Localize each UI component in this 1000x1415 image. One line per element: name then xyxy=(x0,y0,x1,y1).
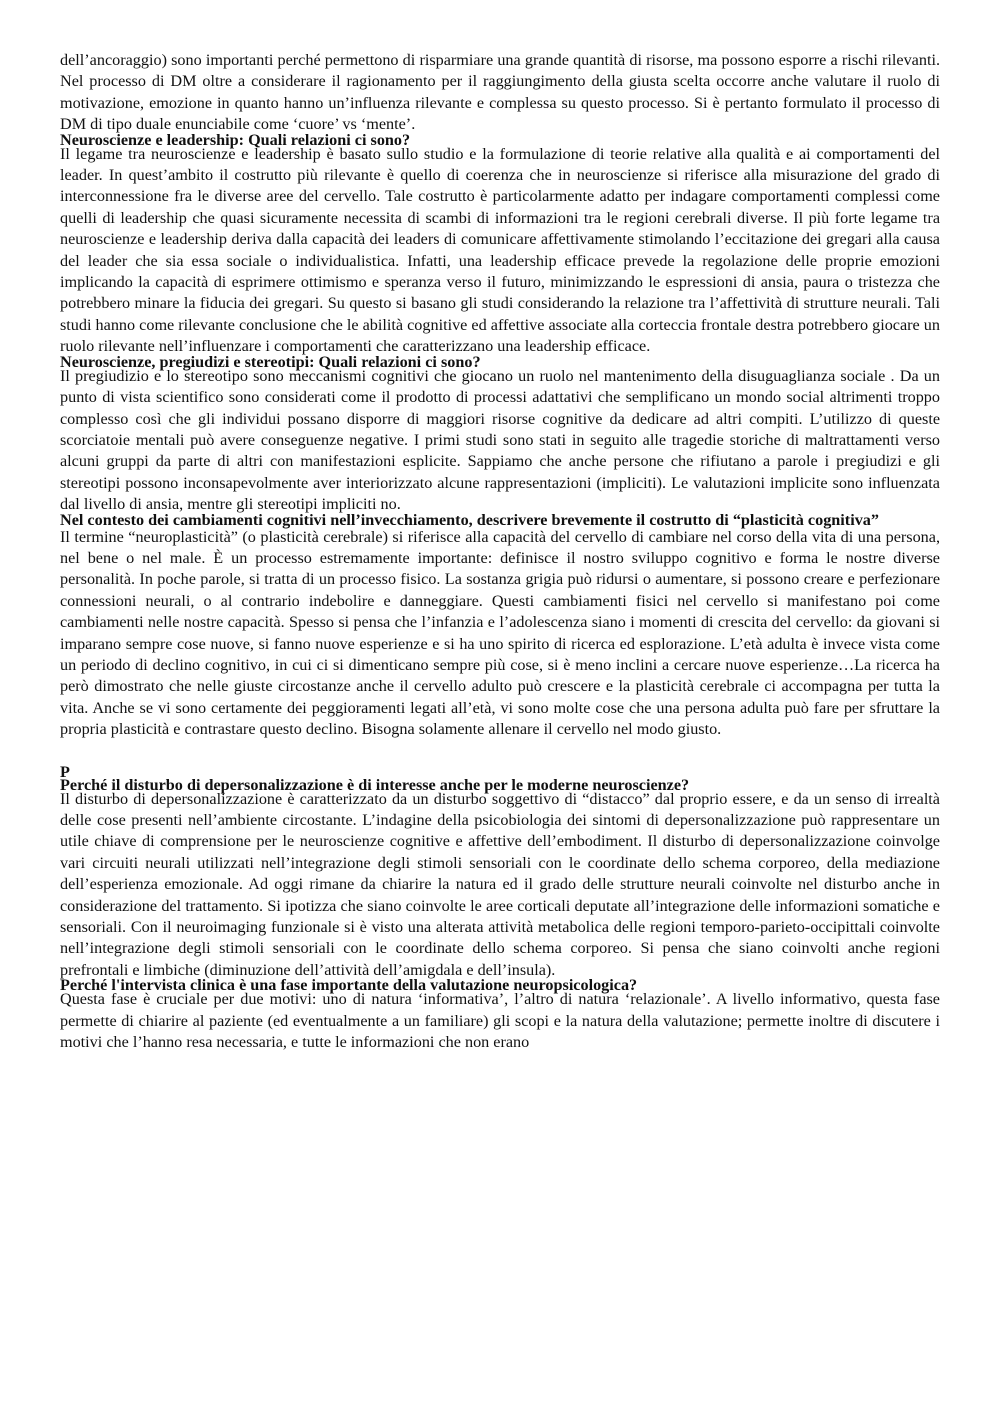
document-page xyxy=(60,50,940,1053)
section-spacer xyxy=(60,741,940,763)
heading-clinical-interview: Perché l'intervista clinica è una fase importante della valutazione neuropsicologica? xyxy=(60,976,638,995)
paragraph-depersonalization: Il disturbo di depersonalizzazione è caratterizzato da un disturbo soggettivo di “distacco” dal proprio essere, e da un senso di irrealtà delle cose presenti nell’ambiente circostante. L’indagine della psicobiologia dei sintomi di depersonalizzazione può rappresentare un utile chiave di comprensione per le neuroscienze cognitive e affettive dell’embodiment. Il disturbo di depersonalizzazione coinvolge vari circuiti neurali utilizzati nell’integrazione degli stimoli sensoriali con le coordinate dello schema corporeo, della mediazione dell’esperienza emozionale. Ad oggi rimane da chiarire la natura ed il grado delle strutture neurali coinvolte nel disturbo anche in considerazione del trattamento. Si ipotizza che siano coinvolte le aree corticali deputate all’integrazione delle informazioni somatiche e sensoriali. Con il neuroimaging funzionale si è visto una alterata attività metabolica delle regioni temporo-parieto-occipittali coinvolte nell’integrazione degli stimoli sensoriali con le coordinate dello schema corporeo. Si pensa che siano coinvolti anche regioni prefrontali e limbiche (diminuzione dell’attività dell’amigdala e dell’insula). xyxy=(60,789,940,979)
heading-stereotypes: Neuroscienze, pregiudizi e stereotipi: Quali relazioni ci sono? xyxy=(60,352,481,371)
heading-cognitive-plasticity: Nel contesto dei cambiamenti cognitivi nell’invecchiamento, descrivere brevemente il costrutto di “plasticità cognitiva” xyxy=(60,510,879,529)
paragraph-leadership: Il legame tra neuroscienze e leadership è basato sullo studio e la formulazione di teorie relative alla qualità e ai comportamenti del leader. In quest’ambito il costrutto più rilevante è quello di coerenza che in neuroscienze si riferisce alla misurazione del grado di interconnessione fra le diverse aree del cervello. Tale costrutto è particolarmente adatto per indagare comportamenti complessi come quelli di leadership che quasi sicuramente necessita di scambi di informazioni tra le regioni cerebrali diverse. Il più forte legame tra neuroscienze e leadership deriva dalla capacità dei leaders di comunicare affettivamente stimolando l’eccitazione dei gregari alla causa del leader che sia essa sociale o individualistica. Infatti, una leadership efficace prevede la regolazione delle proprie emozioni implicando la capacità di esprimere ottimismo e speranza verso il futuro, minimizzando le espressioni di ansia, paura o tristezza che potrebbero minare la fiducia dei gregari. Su questo si basano gli studi considerando la relazione tra l’affettività di strutture neurali. Tali studi hanno come rilevante conclusione che le abilità cognitive ed affettive associate alla corteccia frontale destra potrebbero giocare un ruolo rilevante nell’influenzare i comportamenti che caratterizzano una leadership efficace. xyxy=(60,144,940,356)
paragraph-neuroplasticity: Il termine “neuroplasticità” (o plasticità cerebrale) si riferisce alla capacità del cervello di cambiare nel corso della vita di una persona, nel bene o nel male. È un processo estremamente importante: definisce il nostro sviluppo cognitivo e forma le nostre diverse personalità. In poche parole, si tratta di un processo fisico. La sostanza grigia può ridursi o aumentare, si possono creare e perfezionare connessioni neurali, o al contrario indebolire e danneggiare. Questi cambiamenti fisici nel cervello si manifestano poi come cambiamenti nelle nostre capacità. Spesso si pensa che l’infanzia e l’adolescenza siano i momenti di crescita del cervello: da giovani si imparano sempre cose nuove, si fanno nuove esperienze e si ha uno spirito di ricerca ed esplorazione. L’età adulta è invece vista come un periodo di declino cognitivo, in cui ci si dimenticano sempre più cose, si è meno inclini a cercare nuove esperienze…La ricerca ha però dimostrato che nelle giuste circostanze anche il cervello adulto può crescere e la plasticità cerebrale ci accompagna per tutta la vita. Anche se vi sono certamente dei peggioramenti legati all’età, vi sono molte cose che una persona adulta può fare per sfruttare la propria plasticità e contrastare questo declino. Bisogna solamente allenare il cervello nel modo giusto. xyxy=(60,527,940,739)
heading-leadership: Neuroscienze e leadership: Quali relazioni ci sono? xyxy=(60,130,411,149)
paragraph-clinical-interview: Questa fase è cruciale per due motivi: uno di natura ‘informativa’, l’altro di natura ‘relazionale’. A livello informativo, questa fase permette di chiarire al paziente (ed eventualmente a un familiare) gli scopi e la natura della valutazione; permette inoltre di discutere i motivi che l’hanno resa necessaria, e tutte le informazioni che non erano xyxy=(60,990,940,1052)
section-letter-marker: P xyxy=(60,762,70,781)
paragraph-stereotypes: Il pregiudizio e lo stereotipo sono meccanismi cognitivi che giocano un ruolo nel mantenimento della disuguaglianza sociale . Da un punto di vista scientifico sono considerati come il prodotto di processi adattativi che semplificano un mondo social altrimenti troppo complesso così che gli individui possano disporre di maggiori risorse cognitive da dedicare ad altri compiti. L’utilizzo di queste scorciatoie mentali può avere conseguenze negative. I primi studi sono stati in seguito alle tragedie storiche di maltrattamenti verso alcuni gruppi da parte di altri con manifestazioni esplicite. Sappiamo che anche persone che rifiutano a parole i pregiudizi e gli stereotipi possono inconsapevolmente aver interiorizzato alcune rappresentazioni (impliciti). Le valutazioni implicite sono influenzata dal livello di ansia, mentre gli stereotipi impliciti no. xyxy=(60,366,940,514)
heading-depersonalization: Perché il disturbo di depersonalizzazione è di interesse anche per le moderne neuroscienze? xyxy=(60,775,690,794)
paragraph-decision-making: dell’ancoraggio) sono importanti perché permettono di risparmiare una grande quantità di risorse, ma possono esporre a rischi rilevanti. Nel processo di DM oltre a considerare il ragionamento per il raggiungimento della giusta scelta occorre anche valutare il ruolo di motivazione, emozione in quanto hanno un’influenza rilevante e complessa su questo processo. Si è pertanto formulato il processo di DM di tipo duale enunciabile come ‘cuore’ vs ‘mente’. xyxy=(60,51,940,134)
